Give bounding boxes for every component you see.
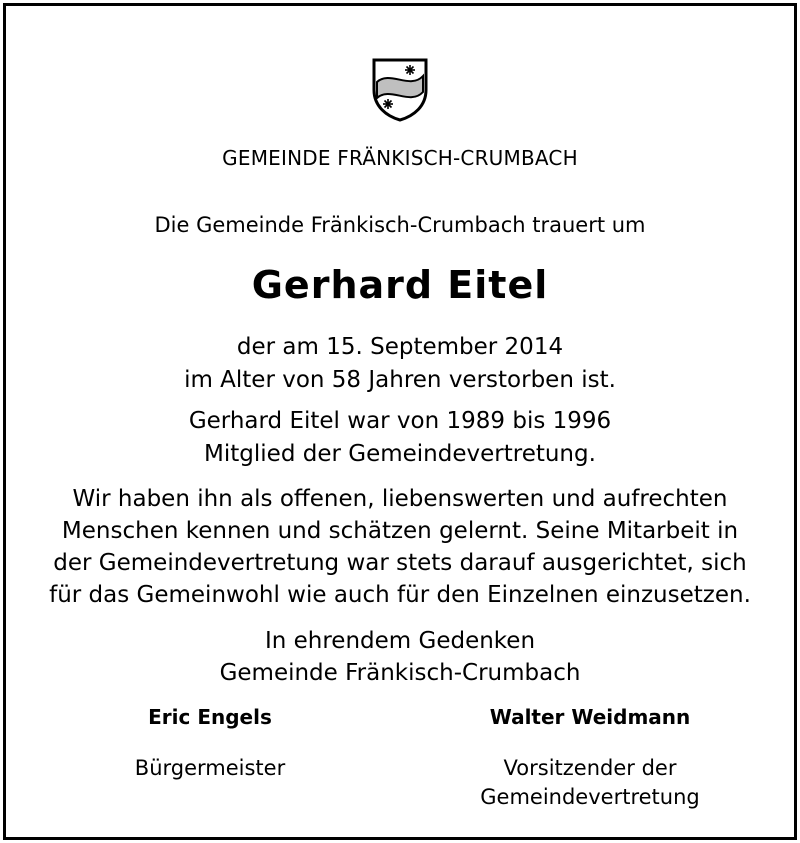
service-line: Gerhard Eitel war von 1989 bis 1996	[188, 408, 612, 434]
intro-text: Die Gemeinde Fränkisch-Crumbach trauert um	[154, 213, 646, 237]
death-age-line: im Alter von 58 Jahren verstorben ist.	[184, 367, 616, 393]
tribute-line: Menschen kennen und schätzen gelernt. Seine Mitarbeit in	[61, 518, 739, 544]
signatory-name: Walter Weidmann	[489, 705, 691, 729]
signatory-role: Gemeindevertretung	[480, 785, 700, 809]
service-line: Mitglied der Gemeindevertretung.	[204, 441, 596, 467]
signatory-role: Vorsitzender der	[503, 756, 677, 780]
tribute-line: Wir haben ihn als offenen, liebenswerten und aufrechten	[72, 486, 728, 512]
closing-line: Gemeinde Fränkisch-Crumbach	[219, 660, 581, 686]
signatory-name: Eric Engels	[148, 705, 272, 729]
tribute-line: der Gemeindevertretung war stets darauf ausgerichtet, sich	[53, 550, 747, 576]
closing-line: In ehrendem Gedenken	[264, 628, 536, 654]
death-date-line: der am 15. September 2014	[236, 334, 564, 360]
municipality-heading: GEMEINDE FRÄNKISCH-CRUMBACH	[222, 146, 578, 170]
coat-of-arms-icon	[370, 56, 430, 122]
signatory-role: Bürgermeister	[134, 756, 286, 780]
deceased-name: Gerhard Eitel	[251, 263, 549, 307]
tribute-line: für das Gemeinwohl wie auch für den Einzelnen einzusetzen.	[49, 582, 751, 608]
